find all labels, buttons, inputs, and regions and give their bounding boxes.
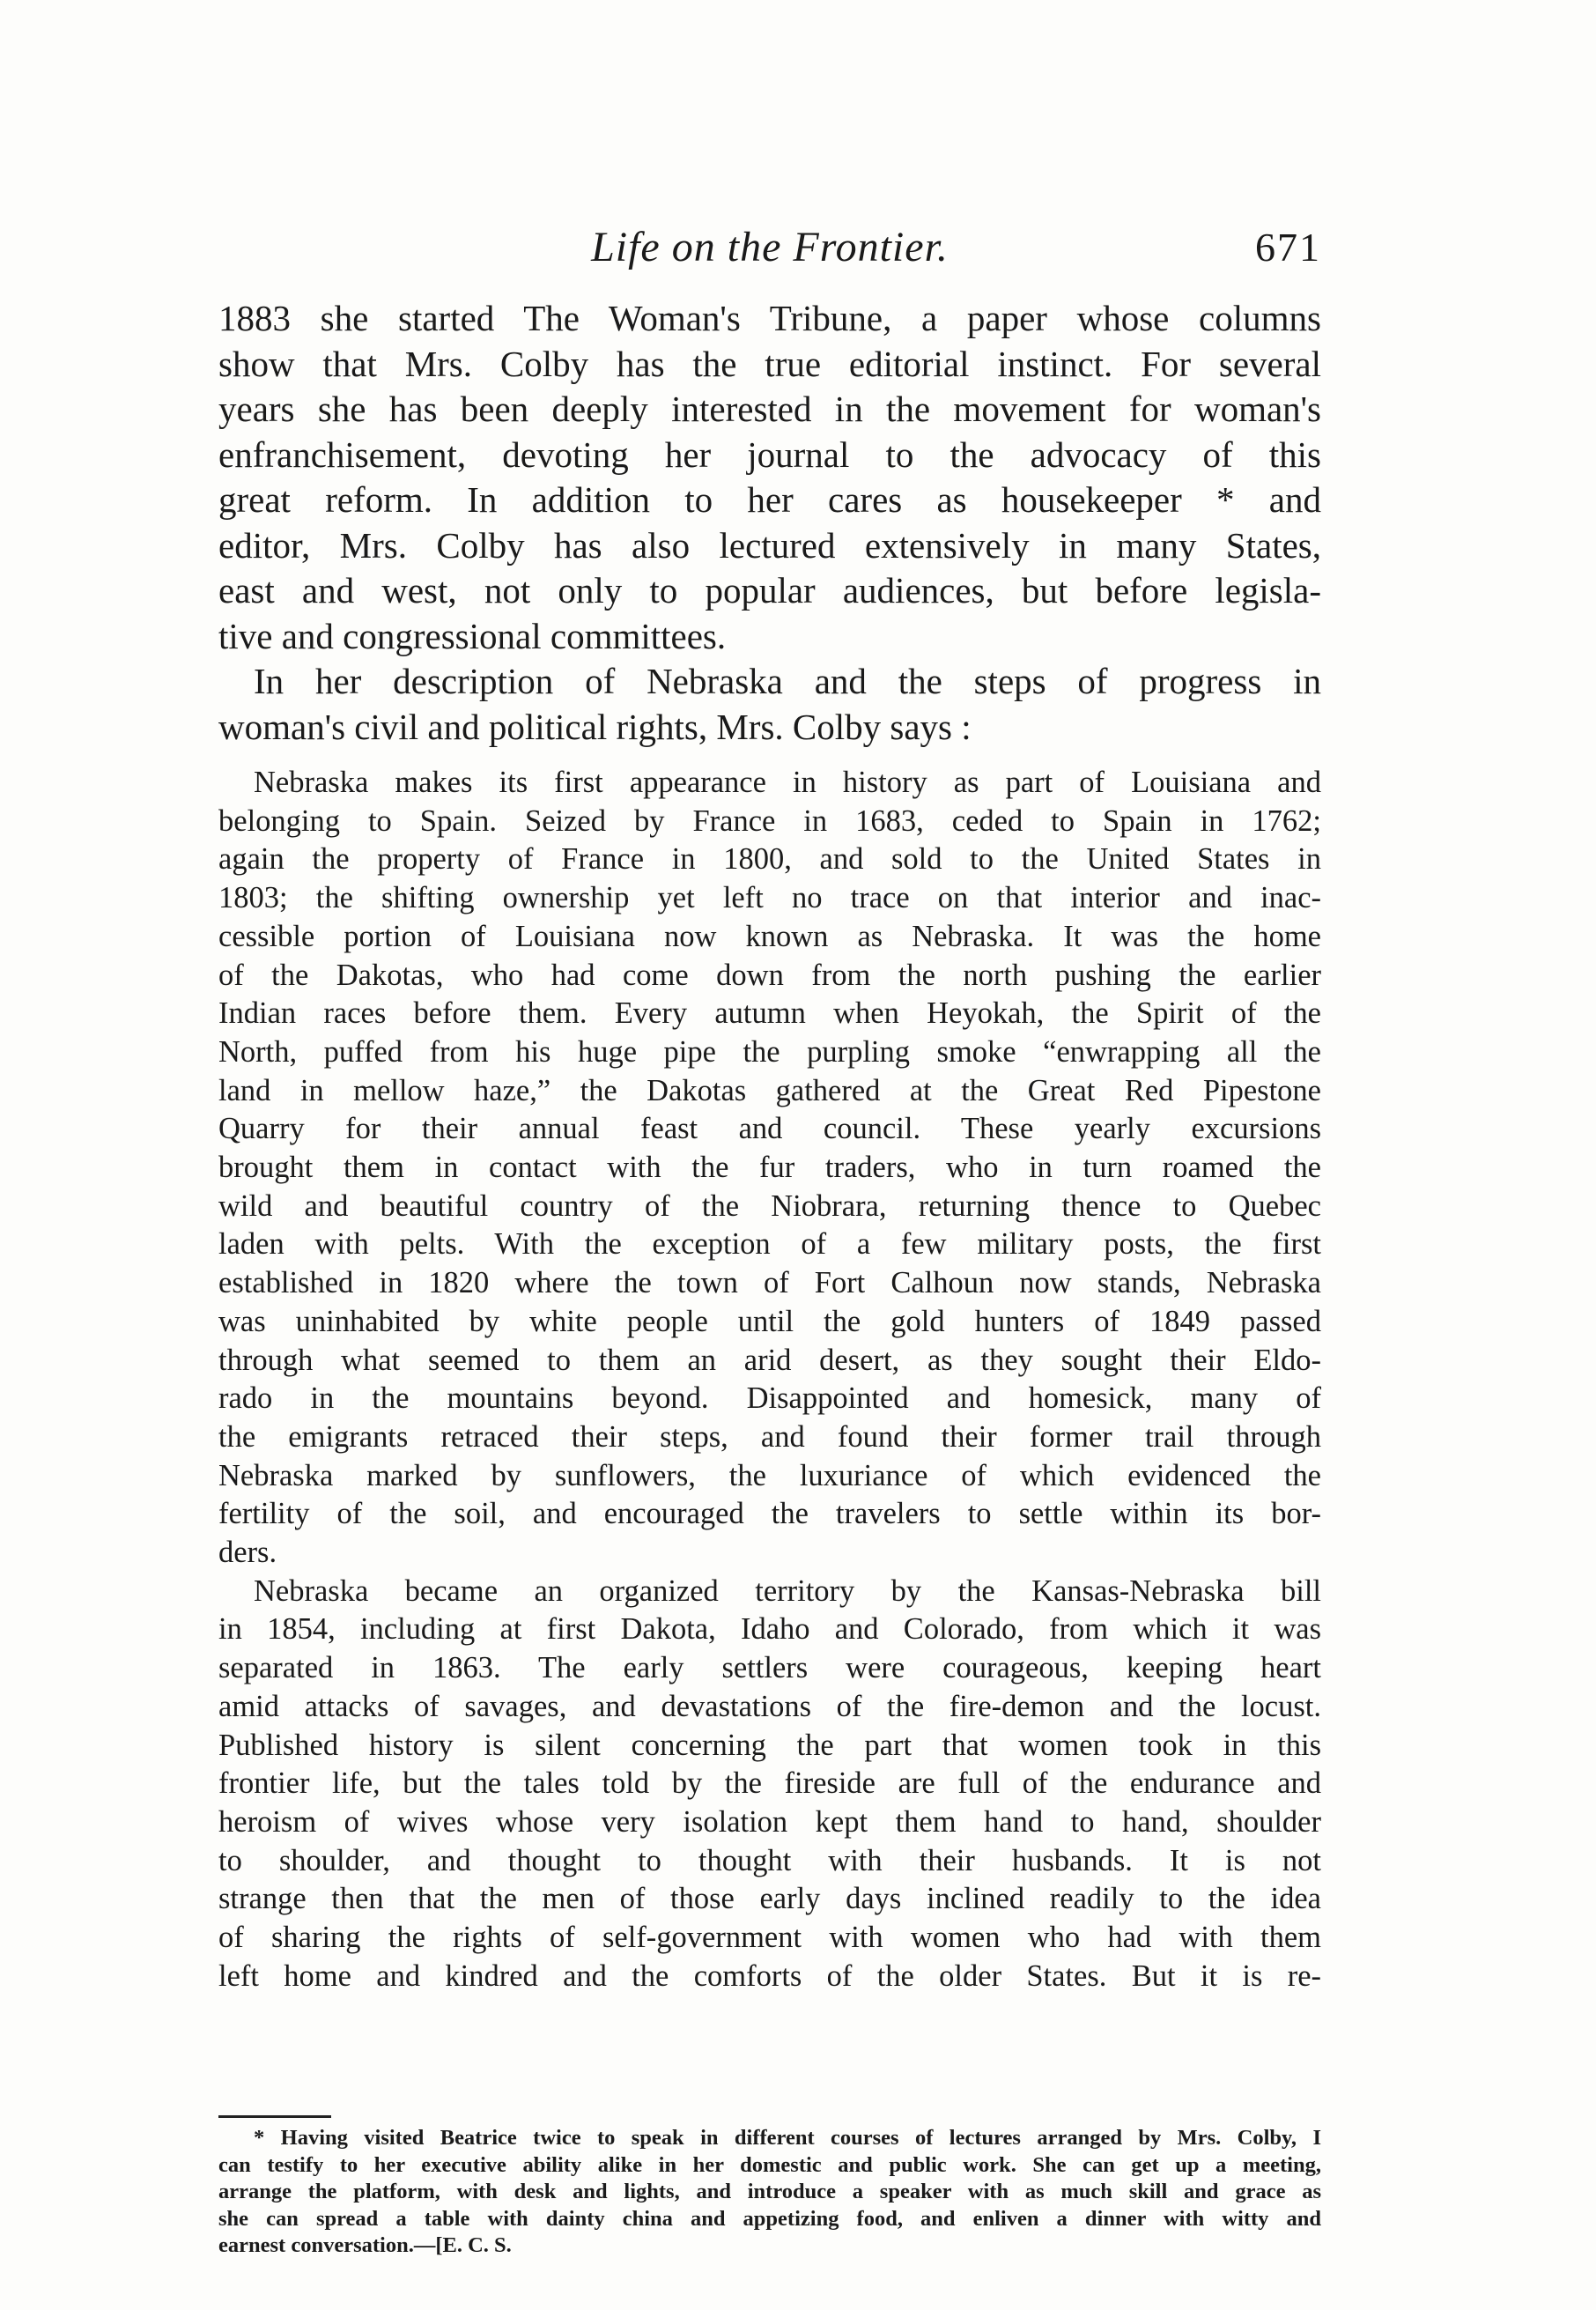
text-line: heroism of wives whose very isolation kept them hand to hand, shoulder bbox=[218, 1804, 1321, 1839]
text-line: woman's civil and political rights, Mrs. Colby says : bbox=[218, 706, 972, 747]
text-line: established in 1820 where the town of Fort Calhoun now stands, Nebraska bbox=[218, 1266, 1321, 1300]
quoted-passage bbox=[218, 764, 1321, 1996]
text-line: tive and congressional committees. bbox=[218, 615, 727, 656]
text-line: again the property of France in 1800, and sold to the United States in bbox=[218, 842, 1321, 877]
text-line: of the Dakotas, who had come down from the north pushing the earlier bbox=[218, 958, 1321, 992]
text-line: Nebraska marked by sunflowers, the luxuriance of which evidenced the bbox=[218, 1458, 1321, 1492]
text-line: ders. bbox=[218, 1536, 277, 1570]
text-line: laden with pelts. With the exception of a few military posts, the first bbox=[218, 1227, 1321, 1262]
text-line: strange then that the men of those early days inclined readily to the idea bbox=[218, 1882, 1321, 1916]
running-title: Life on the Frontier. bbox=[591, 224, 949, 270]
text-line: 1803; the shifting ownership yet left no trace on that interior and inac- bbox=[218, 881, 1321, 915]
text-line: Nebraska became an organized territory by the Kansas-Nebraska bill bbox=[254, 1573, 1321, 1608]
text-line: frontier life, but the tales told by the fireside are full of the endurance and bbox=[218, 1766, 1321, 1801]
text-line: 1883 she started The Woman's Tribune, a paper whose columns bbox=[218, 298, 1321, 338]
text-line: North, puffed from his huge pipe the purpling smoke “enwrapping all the bbox=[218, 1034, 1321, 1069]
text-line: rado in the mountains beyond. Disappointed and homesick, many of bbox=[218, 1381, 1321, 1416]
text-line: land in mellow haze,” the Dakotas gathered at the Great Red Pipestone bbox=[218, 1073, 1321, 1107]
text-line: to shoulder, and thought to thought with their husbands. It is not bbox=[218, 1843, 1321, 1877]
text-line: Quarry for their annual feast and council. These yearly excursions bbox=[218, 1112, 1321, 1146]
text-line: amid attacks of savages, and devastations of the fire-demon and the locust. bbox=[218, 1689, 1321, 1723]
footnote bbox=[218, 2125, 1321, 2260]
quote-paragraph-2 bbox=[218, 1573, 1321, 1996]
footnote-line: * Having visited Beatrice twice to speak in different courses of lectures arranged by Mrs. Colby, I bbox=[254, 2126, 1321, 2150]
text-line: great reform. In addition to her cares as housekeeper * and bbox=[218, 479, 1321, 520]
text-line: east and west, not only to popular audiences, but before legisla- bbox=[218, 570, 1321, 611]
intro-paragraph-1 bbox=[218, 296, 1321, 659]
intro-text bbox=[218, 296, 1321, 750]
text-line: In her description of Nebraska and the steps of progress in bbox=[254, 661, 1321, 701]
text-line: fertility of the soil, and encouraged the travelers to settle within its bor- bbox=[218, 1497, 1321, 1531]
text-line: enfranchisement, devoting her journal to the advocacy of this bbox=[218, 433, 1321, 475]
footnote-line: earnest conversation.—[E. C. S. bbox=[218, 2233, 512, 2257]
text-line: Indian races before them. Every autumn when Heyokah, the Spirit of the bbox=[218, 996, 1321, 1031]
text-line: of sharing the rights of self-government with women who had with them bbox=[218, 1921, 1321, 1955]
text-line: was uninhabited by white people until the gold hunters of 1849 passed bbox=[218, 1304, 1321, 1338]
text-line: show that Mrs. Colby has the true editorial instinct. For several bbox=[218, 343, 1321, 384]
page-header bbox=[218, 217, 1321, 278]
text-line: wild and beautiful country of the Niobrara, returning thence to Quebec bbox=[218, 1188, 1321, 1223]
quote-paragraph-1 bbox=[218, 764, 1321, 1573]
text-line: editor, Mrs. Colby has also lectured extensively in many States, bbox=[218, 524, 1321, 566]
text-line: left home and kindred and the comforts of the older States. But it is re- bbox=[218, 1958, 1321, 1993]
text-line: brought them in contact with the fur traders, who in turn roamed the bbox=[218, 1151, 1321, 1185]
text-line: belonging to Spain. Seized by France in 1683, ceded to Spain in 1762; bbox=[218, 803, 1321, 838]
text-line: cessible portion of Louisiana now known as Nebraska. It was the home bbox=[218, 919, 1321, 953]
text-line: the emigrants retraced their steps, and found their former trail through bbox=[218, 1419, 1321, 1454]
page-number: 671 bbox=[1255, 225, 1321, 270]
footnote-divider bbox=[218, 2115, 331, 2118]
text-line: years she has been deeply interested in the movement for woman's bbox=[218, 389, 1321, 429]
intro-paragraph-2 bbox=[218, 659, 1321, 750]
text-line: Published history is silent concerning the part that women took in this bbox=[218, 1728, 1321, 1762]
text-line: Nebraska makes its first appearance in history as part of Louisiana and bbox=[254, 766, 1321, 799]
text-line: through what seemed to them an arid desert, as they sought their Eldo- bbox=[218, 1343, 1321, 1377]
footnote-line: can testify to her executive ability alike in her domestic and public work. She can get up a meeting, bbox=[218, 2152, 1321, 2177]
footnote-line: she can spread a table with dainty china and appetizing food, and enliven a dinner with witty and bbox=[218, 2206, 1321, 2231]
text-line: separated in 1863. The early settlers were courageous, keeping heart bbox=[218, 1651, 1321, 1685]
text-line: in 1854, including at first Dakota, Idaho and Colorado, from which it was bbox=[218, 1612, 1321, 1647]
footnote-line: arrange the platform, with desk and lights, and introduce a speaker with as much skill and grace as bbox=[218, 2180, 1321, 2203]
